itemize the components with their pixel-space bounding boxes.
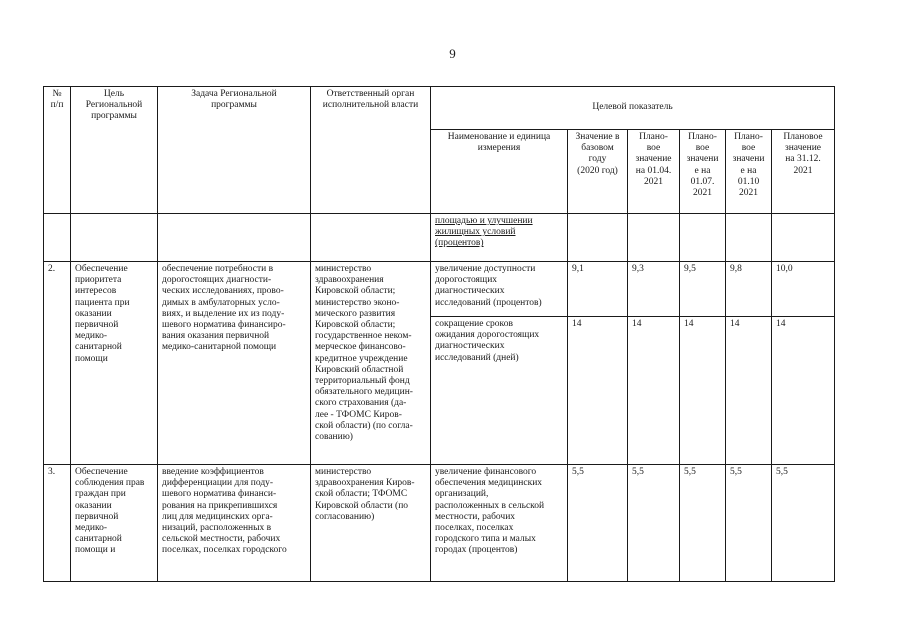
indicator-name: сокращение сроков ожидания дорогостоящих диагностических исследований (дней) [431, 317, 568, 465]
row-goal: Обеспечение приоритета интересов пациента при оказании первичной медико- санитарной помощи [71, 262, 158, 465]
header-plan-3112: Плановое значение на 31.12. 2021 [772, 130, 835, 214]
value-base: 5,5 [568, 465, 628, 582]
value-q4: 5,5 [772, 465, 835, 582]
table-row [44, 214, 835, 262]
header-target-indicator: Целевой показатель [431, 87, 835, 130]
header-task: Задача Региональной программы [158, 87, 311, 214]
indicator-name: увеличение доступности дорогостоящих диагностических исследований (процентов) [431, 262, 568, 317]
value-q4: 10,0 [772, 262, 835, 317]
row-task: введение коэффициентов дифференциации для поду- шевого норматива финанси- рования на прикрепившихся лиц для медицинских орга- низаций, расположенных в сельской местности, рабочих поселках, поселках городского [158, 465, 311, 582]
value-q1: 14 [628, 317, 680, 465]
continuation-cell: площадью и улучшении жилищных условий (процентов) [431, 214, 568, 262]
value-q3: 9,8 [726, 262, 772, 317]
page-number: 9 [449, 46, 456, 61]
header-plan-0107: Плано- вое значени е на 01.07. 2021 [680, 130, 726, 214]
row-task: обеспечение потребности в дорогостоящих диагности- ческих исследованиях, прово- димых в амбулаторных усло- виях, и выделение их из поду- шевого норматива финансиро- вания оказания первичной медико-санитарной помощи [158, 262, 311, 465]
row-num: 3. [44, 465, 71, 582]
value-q3: 5,5 [726, 465, 772, 582]
header-base-value: Значение в базовом году (2020 год) [568, 130, 628, 214]
value-q3: 14 [726, 317, 772, 465]
value-q1: 9,3 [628, 262, 680, 317]
table-row [44, 262, 835, 317]
header-plan-0110: Плано- вое значени е на 01.10 2021 [726, 130, 772, 214]
value-q2: 14 [680, 317, 726, 465]
row-authority: министерство здравоохранения Кировской области; министерство эконо- мического развития Кировской области; государственное неком- мерческое финансово- кредитное учреждение Кировский областной территориальный фонд обязательного медицин- ского страхования (да- лее - ТФОМС Киров- ской области) (по согла- сованию) [311, 262, 431, 465]
header-num: № п/п [44, 87, 71, 214]
value-q4: 14 [772, 317, 835, 465]
indicator-name: увеличение финансового обеспечения медицинских организаций, расположенных в сельской местности, рабочих поселках, поселках городского типа и малых городах (процентов) [431, 465, 568, 582]
value-q2: 5,5 [680, 465, 726, 582]
header-plan-0104: Плано- вое значение на 01.04. 2021 [628, 130, 680, 214]
header-goal: Цель Региональной программы [71, 87, 158, 214]
target-indicators-table [43, 86, 835, 582]
row-authority: министерство здравоохранения Киров- ской области; ТФОМС Кировской области (по согласованию) [311, 465, 431, 582]
row-goal: Обеспечение соблюдения прав граждан при оказании первичной медико- санитарной помощи и [71, 465, 158, 582]
header-authority: Ответственный орган исполнительной власти [311, 87, 431, 214]
row-num: 2. [44, 262, 71, 465]
table-row [44, 465, 835, 582]
value-base: 9,1 [568, 262, 628, 317]
value-q1: 5,5 [628, 465, 680, 582]
header-indicator-name: Наименование и единица измерения [431, 130, 568, 214]
value-base: 14 [568, 317, 628, 465]
value-q2: 9,5 [680, 262, 726, 317]
